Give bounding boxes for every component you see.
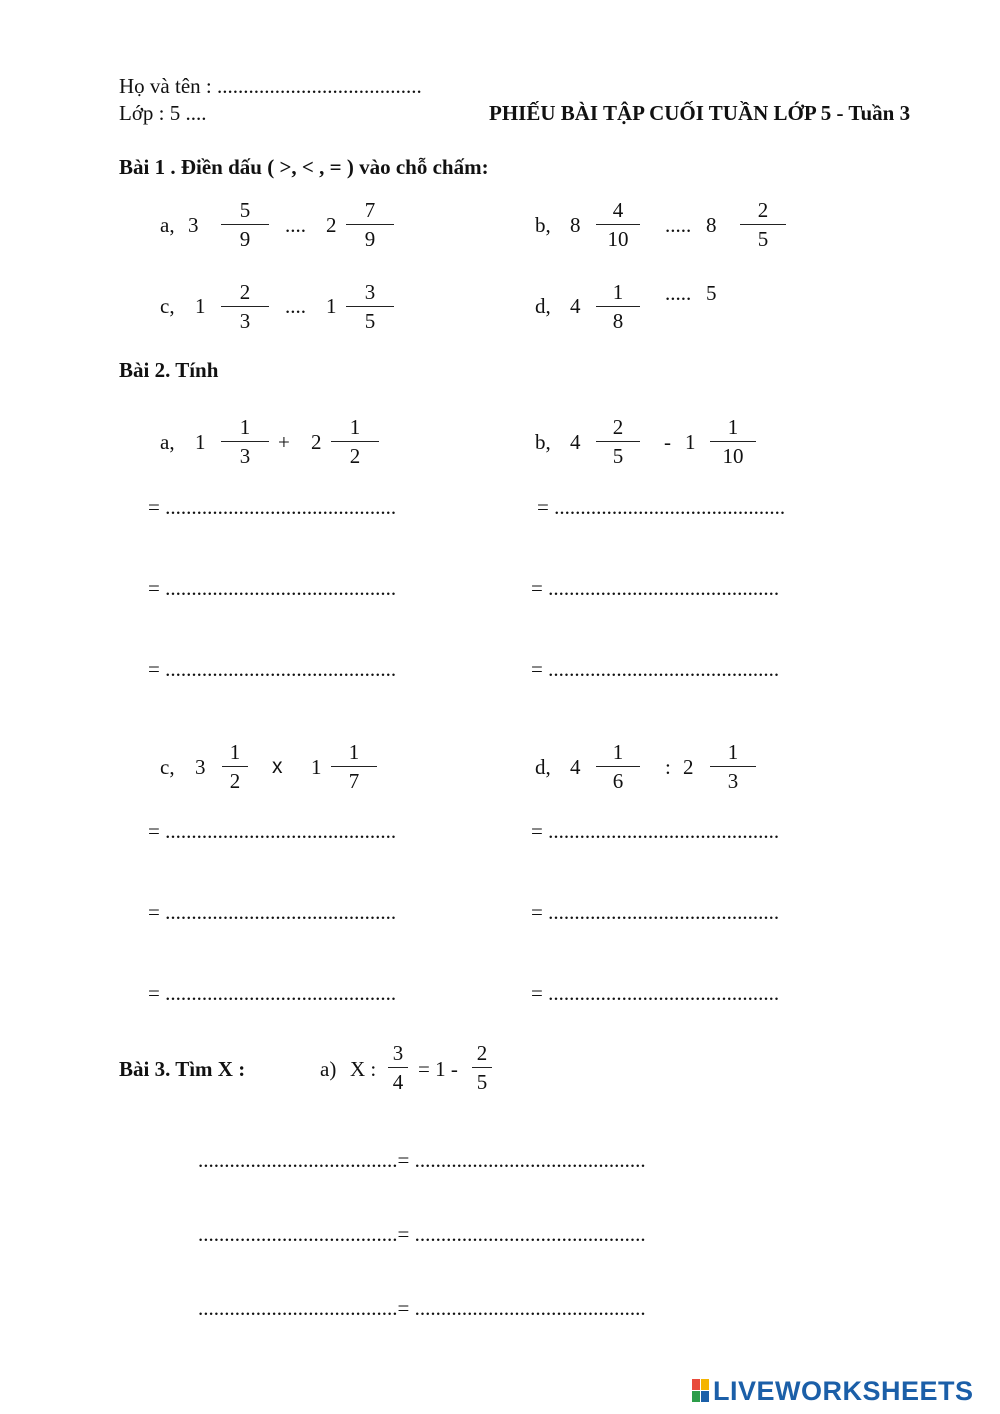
numerator: 1 xyxy=(727,415,739,439)
numerator: 3 xyxy=(392,1041,404,1065)
fraction xyxy=(472,1041,492,1094)
denominator: 9 xyxy=(364,227,376,251)
item-label: a, xyxy=(160,430,175,454)
class-line: Lớp : 5 .... xyxy=(119,101,207,125)
fraction xyxy=(221,198,269,251)
whole-number: 5 xyxy=(706,281,717,305)
answer-blank[interactable]: .... xyxy=(285,294,306,318)
item-label: c, xyxy=(160,755,175,779)
answer-blank[interactable]: .... xyxy=(285,213,306,237)
whole-number: 2 xyxy=(311,430,322,454)
denominator: 10 xyxy=(607,227,629,251)
denominator: 5 xyxy=(364,309,376,333)
answer-line[interactable]: = ............................................ xyxy=(148,657,397,681)
numerator: 5 xyxy=(239,198,251,222)
fraction xyxy=(596,740,640,793)
fraction xyxy=(222,740,248,793)
answer-line[interactable]: = ............................................ xyxy=(148,495,397,519)
denominator: 3 xyxy=(239,309,251,333)
name-line: Họ và tên : ....................................... xyxy=(119,74,422,98)
fraction xyxy=(221,415,269,468)
answer-line[interactable]: = ............................................ xyxy=(531,981,780,1005)
numerator: 1 xyxy=(612,280,624,304)
whole-number: 4 xyxy=(570,430,581,454)
numerator: 1 xyxy=(239,415,251,439)
item-label: c, xyxy=(160,294,175,318)
denominator: 9 xyxy=(239,227,251,251)
fraction xyxy=(388,1041,408,1094)
denominator: 5 xyxy=(612,444,624,468)
fraction xyxy=(331,740,377,793)
whole-number: 1 xyxy=(311,755,322,779)
denominator: 5 xyxy=(476,1070,488,1094)
fraction xyxy=(740,198,786,251)
numerator: 3 xyxy=(364,280,376,304)
whole-number: 1 xyxy=(195,430,206,454)
fraction xyxy=(710,415,756,468)
denominator: 6 xyxy=(612,769,624,793)
item-label: b, xyxy=(535,213,551,237)
work-line[interactable]: ......................................= ............................................ xyxy=(198,1296,646,1320)
whole-number: 8 xyxy=(570,213,581,237)
answer-line[interactable]: = ............................................ xyxy=(537,495,786,519)
answer-line[interactable]: = ............................................ xyxy=(531,576,780,600)
numerator: 2 xyxy=(612,415,624,439)
bai3-heading: Bài 3. Tìm X : xyxy=(119,1057,246,1081)
item-label: d, xyxy=(535,755,551,779)
whole-number: 2 xyxy=(326,213,337,237)
page-title: PHIẾU BÀI TẬP CUỐI TUẦN LỚP 5 - Tuần 3 xyxy=(489,101,911,125)
answer-line[interactable]: = ............................................ xyxy=(148,576,397,600)
work-line[interactable]: ......................................= ............................................ xyxy=(198,1148,646,1172)
denominator: 7 xyxy=(348,769,360,793)
operator: + xyxy=(278,430,290,454)
numerator: 7 xyxy=(364,198,376,222)
equation-mid: = 1 - xyxy=(418,1057,458,1081)
numerator: 2 xyxy=(239,280,251,304)
numerator: 1 xyxy=(612,740,624,764)
whole-number: 1 xyxy=(195,294,206,318)
item-label: a) xyxy=(320,1057,337,1081)
denominator: 10 xyxy=(722,444,744,468)
numerator: 1 xyxy=(229,740,241,764)
operator: - xyxy=(664,430,671,454)
bai2-heading: Bài 2. Tính xyxy=(119,358,219,382)
numerator: 1 xyxy=(348,740,360,764)
fraction xyxy=(596,198,640,251)
answer-blank[interactable]: ..... xyxy=(665,213,692,237)
numerator: 2 xyxy=(757,198,769,222)
fraction xyxy=(221,280,269,333)
equation-lhs: X : xyxy=(350,1057,377,1081)
answer-line[interactable]: = ............................................ xyxy=(531,900,780,924)
answer-blank[interactable]: ..... xyxy=(665,281,692,305)
fraction xyxy=(346,280,394,333)
fraction xyxy=(710,740,756,793)
operator: x xyxy=(272,755,283,778)
operator: : xyxy=(665,755,671,779)
answer-line[interactable]: = ............................................ xyxy=(148,900,397,924)
fraction xyxy=(596,415,640,468)
bai1-heading: Bài 1 . Điền dấu ( >, < , = ) vào chỗ chấm: xyxy=(119,155,489,179)
logo-mark-icon xyxy=(692,1379,710,1403)
logo-text: LIVEWORKSHEETS xyxy=(713,1375,974,1406)
answer-line[interactable]: = ............................................ xyxy=(531,819,780,843)
denominator: 3 xyxy=(727,769,739,793)
work-line[interactable]: ......................................= ............................................ xyxy=(198,1222,646,1246)
denominator: 2 xyxy=(229,769,241,793)
fraction xyxy=(331,415,379,468)
liveworksheets-logo xyxy=(692,1376,974,1406)
fraction xyxy=(596,280,640,333)
numerator: 1 xyxy=(349,415,361,439)
whole-number: 3 xyxy=(195,755,206,779)
whole-number: 1 xyxy=(685,430,696,454)
denominator: 8 xyxy=(612,309,624,333)
answer-line[interactable]: = ............................................ xyxy=(148,819,397,843)
denominator: 4 xyxy=(392,1070,404,1094)
whole-number: 4 xyxy=(570,294,581,318)
answer-line[interactable]: = ............................................ xyxy=(531,657,780,681)
numerator: 4 xyxy=(612,198,624,222)
whole-number: 4 xyxy=(570,755,581,779)
denominator: 5 xyxy=(757,227,769,251)
denominator: 3 xyxy=(239,444,251,468)
item-label: d, xyxy=(535,294,551,318)
numerator: 2 xyxy=(476,1041,488,1065)
answer-line[interactable]: = ............................................ xyxy=(148,981,397,1005)
item-label: a, xyxy=(160,213,175,237)
item-label: b, xyxy=(535,430,551,454)
fraction xyxy=(346,198,394,251)
numerator: 1 xyxy=(727,740,739,764)
whole-number: 8 xyxy=(706,213,717,237)
whole-number: 1 xyxy=(326,294,337,318)
whole-number: 3 xyxy=(188,213,199,237)
denominator: 2 xyxy=(349,444,361,468)
whole-number: 2 xyxy=(683,755,694,779)
